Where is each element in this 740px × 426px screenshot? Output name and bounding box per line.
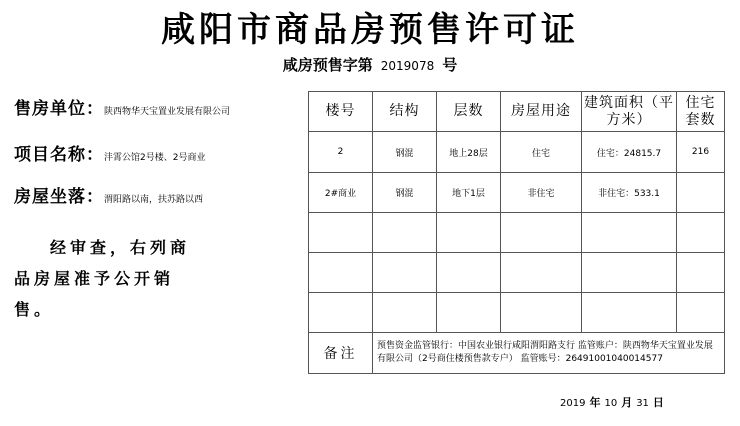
header-usage: 房屋用途 bbox=[501, 92, 582, 132]
table-row bbox=[309, 253, 725, 293]
issue-day: 31 bbox=[636, 398, 649, 409]
table-cell: 非住宅：533.1 bbox=[582, 173, 677, 213]
remark-row bbox=[309, 333, 725, 374]
location-value: 渭阳路以南，扶苏路以西 bbox=[104, 195, 204, 205]
developer-value: 陕西物华天宝置业发展有限公司 bbox=[104, 107, 231, 117]
issue-month: 10 bbox=[604, 398, 618, 409]
table-cell bbox=[373, 253, 437, 293]
table-cell bbox=[582, 253, 677, 293]
table-cell bbox=[582, 293, 677, 333]
table-row bbox=[309, 213, 725, 253]
project-field bbox=[14, 144, 205, 169]
header-floor-area: 建筑面积（平方米） bbox=[582, 92, 677, 132]
project-value: 沣霄公馆2号楼、2号商业 bbox=[104, 153, 206, 163]
building-table bbox=[308, 91, 725, 374]
table-cell bbox=[677, 213, 725, 253]
table-cell: 2 bbox=[309, 132, 373, 173]
table-cell: 住宅 bbox=[501, 132, 582, 173]
location-label: 房屋坐落： bbox=[14, 187, 104, 207]
header-unit-count: 住宅套数 bbox=[677, 92, 725, 132]
table-cell: 地上28层 bbox=[437, 132, 501, 173]
certificate-title: 咸阳市商品房预售许可证 bbox=[161, 10, 579, 50]
table-row bbox=[309, 173, 725, 213]
certificate-number-prefix: 咸房预售字第 bbox=[282, 56, 373, 74]
header-floors: 层数 bbox=[437, 92, 501, 132]
table-cell: 钢混 bbox=[373, 132, 437, 173]
table-row bbox=[309, 132, 725, 173]
header-building-no: 楼号 bbox=[309, 92, 373, 132]
issue-year: 2019 bbox=[560, 398, 586, 409]
table-cell bbox=[677, 293, 725, 333]
day-unit: 日 bbox=[652, 396, 664, 409]
table-cell bbox=[309, 253, 373, 293]
remark-text: 预售资金监管银行：中国农业银行咸阳渭阳路支行 监管账户：陕西物华天宝置业发展有限公司（2号商住楼预售款专户） 监管账号：26491001040014577 bbox=[373, 333, 725, 374]
table-cell: 216 bbox=[677, 132, 725, 173]
developer-field bbox=[14, 98, 230, 123]
table-row bbox=[309, 293, 725, 333]
table-cell bbox=[501, 253, 582, 293]
table-cell bbox=[677, 253, 725, 293]
table-cell: 非住宅 bbox=[501, 173, 582, 213]
certificate-number-line bbox=[0, 54, 740, 77]
table-cell bbox=[501, 213, 582, 253]
table-cell bbox=[437, 213, 501, 253]
table-header-row bbox=[309, 92, 725, 132]
certificate-number: 2019078 bbox=[380, 59, 435, 73]
table-cell bbox=[373, 213, 437, 253]
table-cell bbox=[373, 293, 437, 333]
remark-label: 备注 bbox=[309, 333, 373, 374]
table-cell bbox=[582, 213, 677, 253]
approval-statement: 经审查，右列商品房屋准予公开销售。 bbox=[14, 238, 191, 319]
project-label: 项目名称： bbox=[14, 145, 104, 165]
table-cell: 2#商业 bbox=[309, 173, 373, 213]
table-cell bbox=[309, 213, 373, 253]
table-cell: 钢混 bbox=[373, 173, 437, 213]
header-structure: 结构 bbox=[373, 92, 437, 132]
table-cell bbox=[501, 293, 582, 333]
location-field bbox=[14, 186, 203, 211]
table-cell bbox=[677, 173, 725, 213]
table-cell bbox=[437, 253, 501, 293]
developer-label: 售房单位： bbox=[14, 99, 104, 119]
month-unit: 月 bbox=[621, 396, 633, 409]
year-unit: 年 bbox=[589, 396, 601, 409]
certificate-number-suffix: 号 bbox=[442, 56, 458, 74]
table-cell: 住宅：24815.7 bbox=[582, 132, 677, 173]
table-cell bbox=[437, 293, 501, 333]
table-cell bbox=[309, 293, 373, 333]
table-cell: 地下1层 bbox=[437, 173, 501, 213]
issue-date bbox=[560, 394, 668, 410]
